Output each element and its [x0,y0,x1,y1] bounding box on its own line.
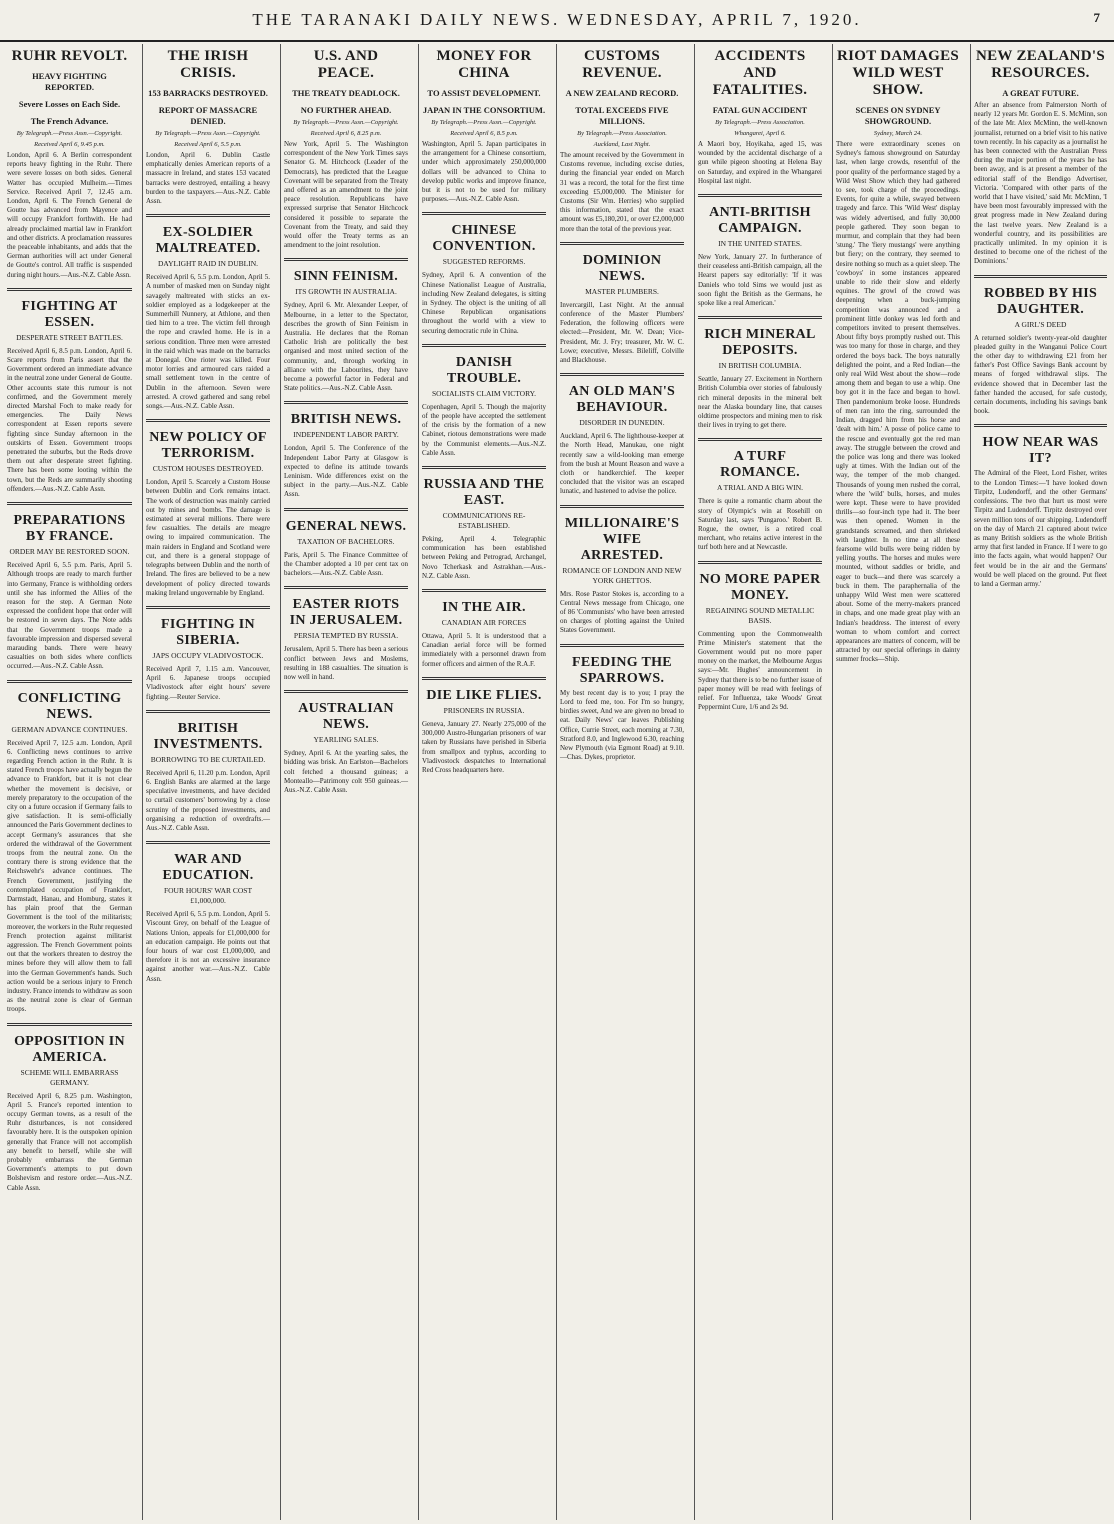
headline: CONFLICTING NEWS. [17,690,122,722]
article [7,299,132,494]
columns [4,44,1110,1520]
article [284,701,408,795]
article-body: London, April 5. Scarcely a Custom House between Dublin and Cork remains intact. The work of destruction was mainly carried out by mines and bombs. The damage is estimated at several millions. There were few casualties. The details are meagre owing to impaired communication. The main raiders in England and Scotland were cut, and there is a general stoppage of telegraphs between Dublin and the north of Ireland. The fires are believed to be a new development of policy directed towards making Ireland ungovernable by England. [146,478,270,597]
article [560,655,684,763]
article-body: Seattle, January 27. Excitement in Northern British Columbia over stories of fabulously rich mineral deposits in the mineral belt near the Alaska boundary line, that causes oldtime prospectors and mining men to risk their lives in trying to get there. [698,375,822,430]
article-body: Mrs. Rose Pastor Stokes is, according to a Central News message from Chicago, one of 86 'Communists' who have been arrested on charges of plotting against the United States Government. [560,589,684,635]
article [146,48,270,206]
subheadline: DISORDER IN DUNEDIN. [579,418,665,428]
headline: EX-SOLDIER MALTREATED. [155,225,261,257]
dateline: Received April 6, 8.25 p.m. [310,130,382,137]
subheadline: ROMANCE OF LONDON AND NEW YORK GHETTOS. [562,565,682,585]
column-rule [284,586,408,589]
article [284,48,408,250]
article-body: Copenhagen, April 5. Though the majority of the people have accepted the settlement of the crisis by the formation of a new Cabinet, riotous demonstrations were made by the Communist elements.—Aus.-N.Z. Cable Assn. [422,402,546,457]
headline: BRITISH NEWS. [290,412,402,428]
subheadline: DESPERATE STREET BATTLES. [16,332,123,342]
article [284,519,408,579]
article-body: Invercargill, Last Night. At the annual conference of the Master Plumbers' Federation, the following officers were elected:—President, Mr. W. Dean; Vice-President, Mr. J. Fry; treasurer, Mr. W. C. Lowe; executive, Messrs. Bileliff, Colville and Blackhouse. [560,300,684,365]
column-rule [422,677,546,680]
column-rule [698,438,822,441]
article [974,48,1107,267]
article [7,48,132,280]
article-body: London, April 6. A Berlin correspondent reports heavy fighting in the Ruhr. There were severe losses on both sides. General Watter has occupied Mulheim.—Times Service. Received April 7, 12.45 a.m. London, April 6. The French General de Goutte has advanced from Mayence and will occupy Frankfort forthwith. He had already proclaimed martial law in Frankfort and other districts. A proclamation reassures the peaceable inhabitants, and adds that the German authorities will act under General de Goutte's control. All traffic is suspended during night hours.—Aus.-N.Z. Cable Assn. [7,151,132,279]
headline: EASTER RIOTS IN JERUSALEM. [289,597,403,629]
article [422,48,546,204]
article-body: My best recent day is to you; I pray the Lord to feed me, too. For I'm so hungry, birdies sweet, And we are given no bread to eat. Daily News' car leaves Publishing Office, Currie Street, each morning at 7.30, Stratford 8.0, and Inglewood 6.30, reaching New Plymouth (via Egmont Road) at 9.10.—Chas. Dykes, proprietor. [560,688,684,762]
subheadline: NO FURTHER AHEAD. [300,105,392,115]
masthead [0,0,1114,42]
article-body: Paris, April 5. The Finance Committee of the Chamber adopted a 10 per cent tax on bachelors.—Aus.-N.Z. Cable Assn. [284,550,408,578]
subheadline: ORDER MAY BE RESTORED SOON. [9,547,130,557]
headline: PREPARATIONS BY FRANCE. [13,513,126,545]
subheadline: TO ASSIST DEVELOPMENT. [427,88,541,98]
column-rule [284,401,408,404]
headline: CUSTOMS REVENUE. [582,48,662,81]
article [560,384,684,496]
headline: DOMINION NEWS. [582,252,662,284]
wire-credit: By Telegraph.—Press Association. [715,119,805,126]
article [698,327,822,430]
article [560,253,684,365]
article-body: Auckland, April 6. The lighthouse-keeper at the North Head, Manukau, one night recently saw a wild-looking man emerge from the bush at Mount Reason and wave a cloth or handkerchief. The keeper concluded that the visitor was an escaped lunatic, and hastened to advise the police. [560,432,684,496]
subheadline: PRISONERS IN RUSSIA. [443,705,525,715]
column-rule [284,258,408,261]
headline: MILLIONAIRE'S WIFE ARRESTED. [564,515,680,563]
article-body: Geneva, January 27. Nearly 275,000 of the 300,000 Austro-Hungarian prisoners of war taken by Russians have perished in Siberia from smallpox and typhus, according to Vladivostock despatches to International Red Cross headquarters here. [422,719,546,774]
subheadline: JAPS OCCUPY VLADIVOSTOCK. [152,650,264,660]
headline: WAR AND EDUCATION. [162,852,254,884]
subheadline: COMMUNICATIONS RE-ESTABLISHED. [442,511,526,531]
article-body: Jerusalem, April 5. There has been a serious conflict between Jews and Moslems, resulting in 188 casualties. The situation is now well in hand. [284,645,408,681]
subheadline: FATAL GUN ACCIDENT [712,105,808,115]
article-body: There were extraordinary scenes on Sydney's famous showground on Saturday last, when large crowds, resentful of the poor quality of the performance staged by a Wild West Show which they had gathered to see, took charge of the proceedings. Events, for quite a while, swayed between tragedy and farce. This 'Wild West' display was widely advertised, and fully 30,000 people gathered. They soon began to murmur, and complain that they had been 'stung.' The 'fiery mustangs' were anything but fiery; on the contrary, they seemed to desire nothing so much as a quiet sleep. The 'cowboys' in some instances appeared unable to ride their slow and elderly equines. The growl of the crowd was deepening when a buck-jumping competition was announced and a prominent little donkey was led forth and competitors invited to present themselves. About fifty boys promptly rushed out. This was too many for those in charge, and they ordered the boys back. The boys naturally delighted the point, and a Red Indian—the only real Wild West about the show—rode among them and began to use a whip. One boy got it in the face and began to howl. Then pandemonium broke loose. Hundreds of men ran into the ring, surrounded the Indian, dragged him from his horse and 'dealt with him.' A posse of police came to the rescue and eventually got the red man away. The struggle between the crowd and the police was long and there was looked ugly at times. With the Indian out of the way, the temper of the mob changed. Thousands of young men rushed the corral, where the 'wild' bulls, horses, and mules were kept. These were to have provided thrills—so four-inch type had it. The beer was then opened. Women in the grandstands screamed, and then shrieked with laughter. In no time at all these fearsome wild bulls were being ridden by yelling youths. The horses and mules were mounted, without saddles or bridle, and eager to buck—and there was scarcely a buck in them. The paraphernalia of the unhappy Wild West men were scattered about. Some of the merry-makers pranced in chaps, and one made great play with an Indian's headdress. The interest of every woman to whom comfort and correct appearances are matters of concern, will be attracted by our special offerings in dainty summer frocks—Ship. [836,140,960,664]
headline: RICH MINERAL DEPOSITS. [704,327,816,359]
column-rule [7,1023,132,1026]
subheadline: THE TREATY DEADLOCK. [292,88,400,98]
headline: DIE LIKE FLIES. [426,687,542,703]
column-rule [422,212,546,215]
headline: RUHR REVOLT. [11,48,128,64]
column-money-for-china [418,44,549,1520]
column-accidents [694,44,825,1520]
newspaper-title: THE TARANAKI DAILY NEWS. WEDNESDAY, APRIL 7, 1920. [252,10,862,29]
headline: BRITISH INVESTMENTS. [153,720,263,752]
article-body: Received April 6, 8.25 p.m. Washington, April 5. France's reported intention to occupy German towns, as a result of the Ruhr disturbances, is not considered favourably here. It is the outspoken opinion generally that France will not accomplish any benefit to herself, while she will probably embarrass the German Government's attempts to put down Bolshevism and restore order.—Aus.-N.Z. Cable Assn. [7,1091,132,1192]
article [974,286,1107,417]
article-body: Received April 6, 5.5 p.m. Paris, April 5. Although troops are ready to march further into Germany, France is withholding orders until she has informed the Allies of the reason for the step. A German Note expressed the confident hope that order will be restored in seven days. The Note adds that the Government troops made a favourable impression and dispersed several marauding bands. There were heavy casualties on both sides where conflicts occurred.—Aus.-N.Z. Cable Assn. [7,561,132,671]
column-rule [974,275,1107,278]
column-rule [7,502,132,505]
headline: NEW POLICY OF TERRORISM. [149,430,267,462]
article-body: Received April 6, 5.5 p.m. London, April 5. Viscount Grey, on behalf of the League of Nations Union, appeals for £1,000,000 for an education campaign. He points out that four hours of war cost £1,000,000, and therefore it is not an excessive insurance against another war.—Aus.-N.Z. Cable Assn. [146,910,270,983]
subheadline: SCENES ON SYDNEY SHOWGROUND. [855,105,941,126]
column-rule [7,680,132,683]
article [974,435,1107,589]
subheadline: GERMAN ADVANCE CONTINUES. [11,724,128,734]
article [698,48,822,186]
subheadline: A GREAT FUTURE. [1002,88,1079,98]
article [284,269,408,393]
subheadline: IN THE UNITED STATES. [718,239,802,249]
subheadline: FOUR HOURS' WAR COST £1,000,000. [163,886,253,906]
headline: FEEDING THE SPARROWS. [572,654,672,686]
article-body: Sydney, April 6. A convention of the Chinese Nationalist League of Australia, including New Zealand delegates, is sitting in Sydney. The object is the uniting of all Chinese Republican organisations throughout the world with a view to securing democratic rule in China. [422,271,546,335]
column-rule [146,214,270,217]
column-rule [698,561,822,564]
subheadline: JAPAN IN THE CONSORTIUM. [422,105,546,115]
column-rule [146,841,270,844]
column-ruhr-revolt [4,44,135,1520]
article-body: Received April 7, 1.15 a.m. Vancouver, April 6. Japanese troops occupied Vladivostock after eight hours' severe fighting.—Reuter Service. [146,664,270,701]
wire-credit: By Telegraph.—Press Assn.—Copyright. [155,130,261,137]
article-body: A Maori boy, Hoyikaha, aged 15, was wounded by the accidental discharge of a gun while pigeon shooting at Helena Bay on Saturday, and expired in the Whangarei Hospital last night. [698,140,822,185]
article [7,513,132,671]
headline: RIOT DAMAGES WILD WEST SHOW. [836,48,960,98]
dateline: Received April 6, 9.45 p.m. [34,141,105,148]
article-body: Ottawa, April 5. It is understood that a Canadian aerial force will be formed immediately with a personnel drawn from former officers and airmen of the R.A.F. [422,632,546,668]
subheadline: Severe Losses on Each Side. [18,99,121,109]
article-body: Received April 6, 11.20 p.m. London, April 6. English Banks are alarmed at the large speculative investments, and have decided to curtail customers' borrowing by a close scrutiny of the proposed investments, and organising a reduction of overdrafts.—Aus.-N.Z. Cable Assn. [146,768,270,832]
subheadline: 153 BARRACKS DESTROYED. [148,88,268,98]
column-rule [146,606,270,609]
subheadline: TAXATION OF BACHELORS. [297,536,395,546]
article-body: Received April 6, 8.5 p.m. London, April 6. Scare reports from Paris assert that the Government ordered an immediate advance in the neutral zone under General de Goutte. Other accounts state this rumour is not confirmed, and the Government merely directed Marshal Foch to make ready for emergencies. The Daily News correspondent at Essen reports severe fighting since Sunday afternoon in the outskirts of Essen. Government troops penetrated the suburbs, but the Reds drove them out after desperate street fighting. There has been some looting within the town, but the Reds are summarily shooting offenders.—Aus.-N.Z. Cable Assn. [7,346,132,493]
subheadline: The French Advance. [30,116,109,126]
column-rule [7,288,132,291]
subheadline: PERSIA TEMPTED BY RUSSIA. [293,631,399,641]
column-rule [560,644,684,647]
headline: MONEY FOR CHINA [436,48,532,81]
subheadline: REGAINING SOUND METALLIC BASIS. [705,605,815,625]
column-nz-resources [970,44,1110,1520]
subheadline: A TRIAL AND A BIG WIN. [716,483,804,493]
headline: RUSSIA AND THE EAST. [423,477,545,509]
article [146,225,270,411]
subheadline: CANADIAN AIR FORCES [441,618,527,628]
column-riot-wild-west [832,44,963,1520]
article [422,600,546,669]
page-number: 7 [1093,10,1100,25]
article-body: After an absence from Palmerston North of nearly 12 years Mr. Gordon E. S. McMinn, son of the late Mr. Alex McMinn, the well-known journalist, returned on a brief visit to his native town recently. In his capacity as a journalist he has been connected with the Australian Press during the major portion of the years he has been away, and is at present a member of the editorial staff of the Bendigo Advertiser, Victoria. 'Compared with other parts of the world that I have visited,' said Mr. McMinn, 'I have been most favourably impressed with the great progress made in New Zealand during the last twelve years. New Zealand is a wonderful country, and its possibilities are practically unlimited. In my opinion it is destined to become one of the richest of the Dominions.' [974,101,1107,266]
headline: ROBBED BY HIS DAUGHTER. [983,285,1098,317]
subheadline: IN BRITISH COLUMBIA. [718,361,802,371]
headline: FIGHTING AT ESSEN. [21,298,118,330]
subheadline: SCHEME WILL EMBARRASS GERMANY. [20,1067,119,1087]
headline: A TURF ROMANCE. [720,449,800,481]
column-rule [284,508,408,511]
headline: SINN FEINISM. [293,269,399,285]
headline: AN OLD MAN'S BEHAVIOUR. [568,384,676,416]
column-us-and-peace [280,44,411,1520]
dateline: Auckland, Last Night. [593,141,651,148]
article [284,597,408,682]
article-body: London, April 6. Dublin Castle emphatically denies American reports of a massacre in Ireland, and states 153 vacated barracks were destroyed, entailing a heavy burden to the taxpayers.—Aus.-N.Z. Cable Assn. [146,151,270,206]
column-rule [974,424,1107,427]
column-rule [422,589,546,592]
column-rule [698,316,822,319]
subheadline: A NEW ZEALAND RECORD. [565,88,679,98]
headline: NEW ZEALAND'S RESOURCES. [975,48,1106,81]
article-body: There is quite a romantic charm about the story of Olympic's win at Rosehill on Saturday last, says 'Pungaroo.' Robert B. Rogue, the owner, is a retired coal merchant, who retains active interest in the turf both here and at Newcastle. [698,497,822,552]
article [146,430,270,598]
article [836,48,960,665]
article-body: Peking, April 4. Telegraphic communication has been established between Peking and Petrograd, Archangel, Novo Tcherkask and Astrakhan.—Aus.-N.Z. Cable Assn. [422,535,546,580]
dateline: Received April 6, 8.5 p.m. [450,130,518,137]
headline: CHINESE CONVENTION. [432,223,536,255]
article [146,617,270,702]
article [146,852,270,984]
subheadline: HEAVY FIGHTING REPORTED. [32,71,107,92]
article [422,223,546,335]
headline: ACCIDENTS AND FATALITIES. [712,48,808,98]
article [284,412,408,499]
article-body: Received April 6, 5.5 p.m. London, April 5. A number of masked men on Sunday night savagely maltreated with sticks an ex-soldier employed as a lodgekeeper at the Summerhill Nunnery, at Athlone, and then tied him to a tree. The victim fell through the rope and crawled home. He is in a serious condition. Three men were arrested in the raid which was made on the barracks at Donegal. One rioter was killed. Four motor lorries and armoured cars raided a small settlement town in the centre of Dublin in the afternoon. Seven were arrested. A crowd gathered and sang rebel songs.—Aus.-N.Z. Cable Assn. [146,273,270,411]
headline: AUSTRALIAN NEWS. [298,701,394,733]
article-body: Received April 7, 12.5 a.m. London, April 6. Conflicting news continues to arrive regarding French action in the Ruhr. It is stated French troops have actually begun the advance to Frankfort, but it is not clear whether the movement is decisive, or merely preparatory to the occupation of the city on a future occasion if Germany fails to give satisfaction. It is semi-officially announced the Paris Government declines to accept Germany's assurances that she ordered the withdrawal of the Government troops from the neutral zone. On the contrary there is strong evidence that the Reichswehr's advance continues. The French Government, justifying the contemplated occupation of Frankfort, Darmstadt, Hanau, and Homburg, states it has plain proof that the German Government is the tool of the militarists; moreover, the workers in the Ruhr requested French protection against militarist aggression. The French Government points out that the workers threaten to destroy the mines before they will allow them to fall into the German Government's hands. Such action would be a serious injury to French industry. France intends to withdraw as soon as the neutral zone is clear of German troops. [7,738,132,1014]
headline: DANISH TROUBLE. [446,354,522,386]
subheadline: YEARLING SALES. [313,735,379,745]
headline: IN THE AIR. [442,600,526,616]
column-rule [422,466,546,469]
column-customs-revenue [556,44,687,1520]
headline: HOW NEAR WAS IT? [982,435,1099,467]
article [7,1034,132,1193]
headline: NO MORE PAPER MONEY. [699,571,821,603]
article [7,691,132,1015]
article-body: New York, April 5. The Washington correspondent of the New York Times says Senator G. M. Hitchcock (Leader of the Democrats), has predicted that the League Covenant will be separated from the Treaty and offered as an amendment to the joint peace resolution. Republicans have expressed surprise that Senator Hitchcock considered it possible to separate the Covenant from the Treaty, and said they would offer the Treaty terms as an amendment to the joint resolution. [284,140,408,250]
subheadline: ITS GROWTH IN AUSTRALIA. [295,287,397,297]
article [146,721,270,833]
headline: FIGHTING IN SIBERIA. [161,616,255,648]
article-body: New York, January 27. In furtherance of their ceaseless anti-British campaign, all the Hearst papers say editorially: 'If it was Daniels who told Sims we would just as soon fight the British as the Germans, he spoke like a real American.' [698,253,822,308]
article [698,205,822,308]
column-rule [146,419,270,422]
dateline: Whangarei, April 6. [734,130,786,137]
subheadline: SOCIALISTS CLAIM VICTORY. [432,388,536,398]
subheadline: SUGGESTED REFORMS. [442,257,526,267]
article [560,48,684,234]
wire-credit: By Telegraph.—Press Association. [577,130,667,137]
article-body: Sydney, April 6. Mr. Alexander Leeper, of Melbourne, in a letter to the Spectator, describes the growth of Sinn Feinism in Australia. He declares that the Roman Catholic Irish are politically the best organised and most united section of the community, and, through working in alliance with the Labourites, they have become a powerful factor in Federal and State politics.—Aus.-N.Z. Cable Assn. [284,301,408,393]
wire-credit: By Telegraph.—Press Assn.—Copyright. [293,119,399,126]
subheadline: REPORT OF MASSACRE DENIED. [158,105,258,126]
dateline: Received April 6, 5.5 p.m. [174,141,242,148]
subheadline: INDEPENDENT LABOR PARTY. [293,430,399,440]
article [698,572,822,713]
headline: OPPOSITION IN AMERICA. [14,1033,125,1065]
column-rule [560,505,684,508]
article [422,355,546,458]
subheadline: BORROWING TO BE CURTAILED. [150,754,266,764]
headline: ANTI-BRITISH CAMPAIGN. [709,205,811,237]
article-body: A returned soldier's twenty-year-old daughter pleaded guilty in the Wanganui Police Court the other day to withdrawing £21 from her father's Post Office Savings Bank account by means of forged withdrawal slips. The evidence showed that in December last the father handed the accused, for safe custody, certain documents, including his savings bank book. [974,333,1107,416]
article [422,688,546,775]
column-irish-crisis [142,44,273,1520]
column-rule [146,710,270,713]
article-body: Sydney, April 6. At the yearling sales, the bidding was brisk. An Earlston—Bachelors colt fetched a thousand guineas; a Monteallo—Patrimony colt 950 guineas.—Aus.-N.Z. Cable Assn. [284,749,408,794]
article-body: London, April 5. The Conference of the Independent Labor Party at Glasgow is expected to define its attitude towards Leninism. Wide differences exist on the subject in the party.—Aus.-N.Z. Cable Assn. [284,444,408,499]
column-rule [560,242,684,245]
wire-credit: By Telegraph.—Press Assn.—Copyright. [16,130,123,137]
subheadline: TOTAL EXCEEDS FIVE MILLIONS. [575,105,669,126]
column-rule [284,690,408,693]
subheadline: A GIRL'S DEED [1014,319,1067,329]
subheadline: CUSTOM HOUSES DESTROYED. [152,464,264,474]
column-rule [422,344,546,347]
article-body: The Admiral of the Fleet, Lord Fisher, writes to the London Times:—'I have looked down Tirpitz, Ludendorff, and the other Germans' confessions. The two that hurt us most were Tirpitz and Ludendorff. Tirpitz destroyed over seven million tons of our shipping. Ludendorff on the day of March 21 captured about twice as many British soldiers as the whole British army that first landed in France. If I were to go into the facts again, what would happen? Our feet would be in the air and the Germans' would be well placed on the ground. Put fleet to land a German army.' [974,469,1107,588]
headline: THE IRISH CRISIS. [167,48,249,81]
headline: U.S. AND PEACE. [313,48,379,81]
article [698,449,822,552]
article [422,477,546,581]
column-rule [560,373,684,376]
subheadline: MASTER PLUMBERS. [585,286,659,296]
article-body: Washington, April 5. Japan participates in the arrangement for a Chinese consortium, under which approximately 250,000,000 dollars will be advanced to China to develop public works and improve finance, but it is not to be used for military purposes.—Aus.-N.Z. Cable Assn. [422,140,546,204]
headline: GENERAL NEWS. [285,518,407,534]
column-rule [698,194,822,197]
dateline: Sydney, March 24. [873,130,923,137]
wire-credit: By Telegraph.—Press Assn.—Copyright. [431,119,537,126]
article [560,516,684,636]
article-body: The amount received by the Government in Customs revenue, including excise duties, during the financial year ended on March 31 was a record, the total for the first time exceeding £5,000,000. The Minister for Customs (Sir Wm. Herries) who supplied this information, stated that the exact amount was £5,180,201, or over £2,000,000 more than the total of the previous year. [560,151,684,233]
article-body: Commenting upon the Commonwealth Prime Minister's statement that the Government would put no more paper money on the market, the Melbourne Argus says:—Mr. Hughes' announcement in Sydney that there is to be no further issue of paper money will be read with feelings of relief. For Influenza, take Woods' Great Peppermint Cure, 1/6 and 2s 9d. [698,629,822,712]
subheadline: DAYLIGHT RAID IN DUBLIN. [158,259,258,269]
